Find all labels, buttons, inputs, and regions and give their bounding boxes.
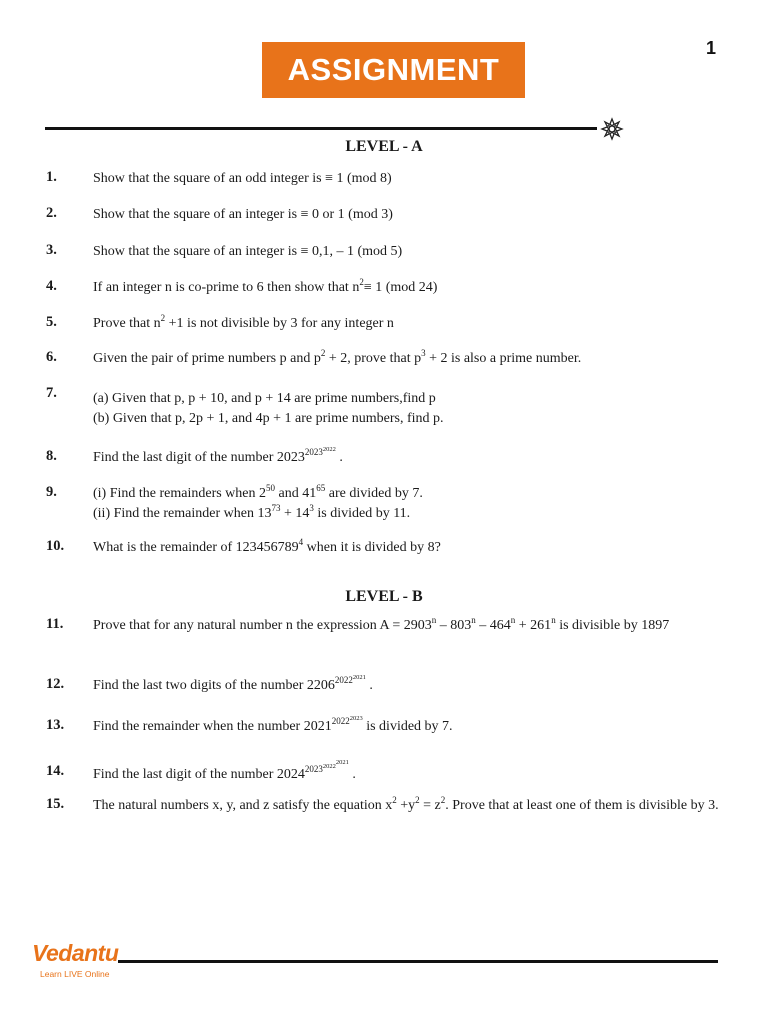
- question-text: (a) Given that p, p + 10, and p + 14 are prime numbers,find p (b) Given that p, 2p + 1, and 4p + 1 are prime numbers, find p.: [93, 391, 444, 426]
- question-number: 12.: [46, 676, 65, 692]
- question-number: 9.: [46, 484, 57, 500]
- question-text: Show that the square of an odd integer is ≡ 1 (mod 8): [93, 171, 392, 186]
- footer-divider: [118, 960, 718, 963]
- question-text: Prove that for any natural number n the expression $A = 2903^n - 803^n - 464^n + 261^n$ is divisible by 1897: [93, 615, 670, 633]
- question-number: 2.: [46, 205, 57, 221]
- question-number: 7.: [46, 385, 57, 401]
- question-text: Show that the square of an integer is ≡ 0 or 1 (mod 3): [93, 207, 393, 222]
- question-text: Given the pair of prime numbers p and $p^2 + 2$, prove that $p^3 + 2$ is also a prime number.: [93, 348, 582, 366]
- question-number: 13.: [46, 717, 65, 733]
- level-b-heading: LEVEL - B: [345, 588, 423, 605]
- question-text: Find the last two digits of the number $2206^{2022^{2021}}$ .: [93, 674, 373, 693]
- question-number: 8.: [46, 448, 57, 464]
- question-number: 10.: [46, 538, 65, 554]
- question-text: Find the last digit of the number $2023^{2023^{2022}}$ .: [93, 446, 343, 465]
- question-number: 6.: [46, 349, 57, 365]
- question-number: 14.: [46, 763, 65, 779]
- header-divider: [45, 127, 597, 130]
- question-text: Find the last digit of the number $2024^{2023^{2022^{2021}}}$ .: [93, 759, 356, 782]
- question-number: 3.: [46, 242, 57, 258]
- page-number: 1: [706, 38, 717, 58]
- question-text: Find the remainder when the number $2021^{2022^{2023}}$ is divided by 7.: [93, 715, 453, 734]
- question-number: 5.: [46, 314, 57, 330]
- question-text: (i) Find the remainders when $2^{50}$ and $41^{65}$ are divided by 7. (ii) Find the remainder when $13^{73} + 14^3$ is divided by 11.: [93, 483, 423, 521]
- question-number: 1.: [46, 169, 57, 185]
- logo-wordmark: Vedantu: [32, 940, 119, 966]
- logo-tagline: Learn LIVE Online: [40, 969, 110, 979]
- question-text: Show that the square of an integer is ≡ 0,1, – 1 (mod 5): [93, 244, 403, 259]
- question-number: 4.: [46, 278, 57, 294]
- question-text: The natural numbers x, y, and z satisfy the equation $x^2 +y^2 = z^2$. Prove that at least one of them is divisible by 3.: [93, 795, 719, 813]
- banner-title: ASSIGNMENT: [287, 52, 500, 87]
- level-a-heading: LEVEL - A: [345, 138, 423, 155]
- assignment-banner: [262, 42, 525, 98]
- vedantu-logo: [32, 940, 127, 982]
- question-text: If an integer n is co-prime to 6 then show that $n^2\equiv 1$ (mod 24): [93, 277, 438, 295]
- question-text: What is the remainder of 123456789$^4$ when it is divided by 8?: [93, 537, 441, 555]
- question-number: 11.: [46, 616, 64, 632]
- question-text: Prove that $n^2 +1$ is not divisible by 3 for any integer n: [93, 313, 394, 331]
- question-number: 15.: [46, 796, 65, 812]
